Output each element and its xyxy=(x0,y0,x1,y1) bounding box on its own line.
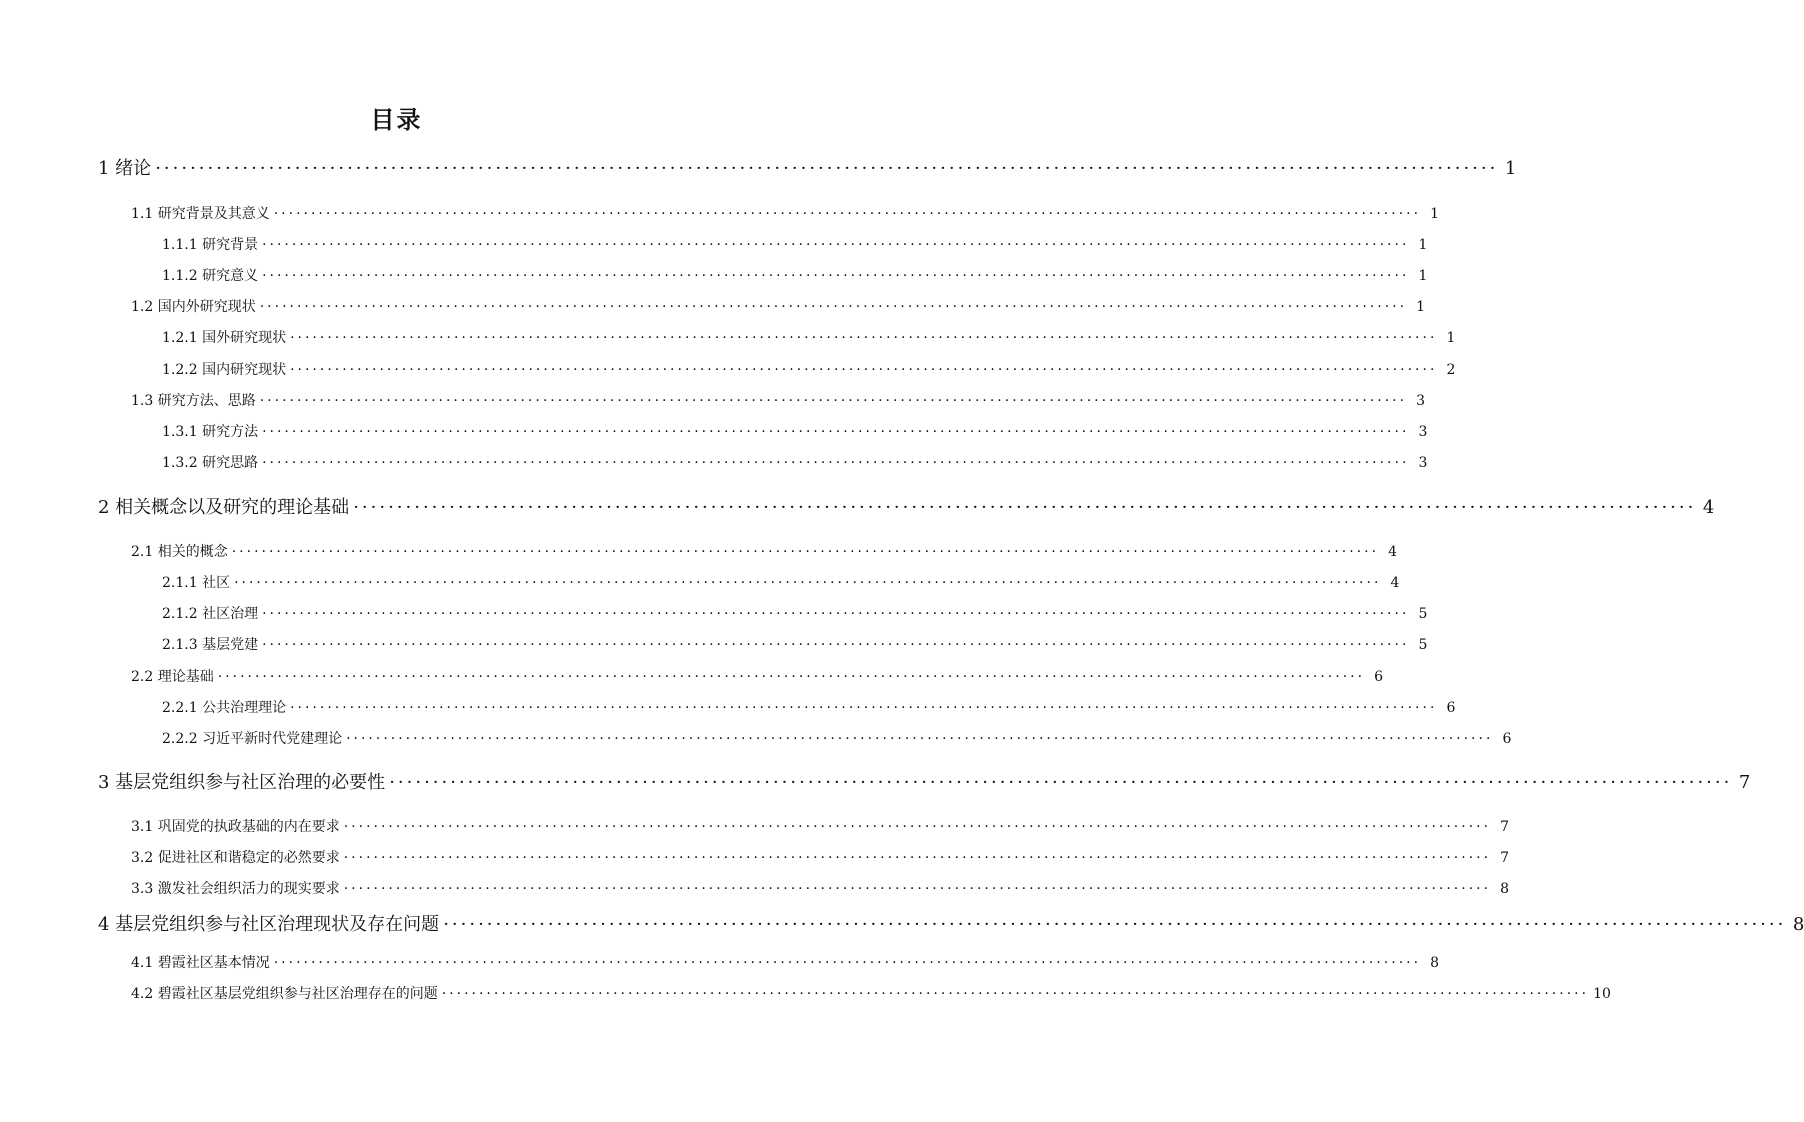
toc-entry-subsection-2-1-3[interactable] xyxy=(162,635,1428,655)
toc-entry-page: 4 xyxy=(1388,544,1398,560)
toc-entry-label: 1.1.1 研究背景 xyxy=(162,237,259,253)
toc-entry-subsection-2-2-2[interactable] xyxy=(162,729,1512,749)
dot-leader: ·························································································································································· xyxy=(441,986,1590,1002)
toc-entry-label: 1.2.2 国内研究现状 xyxy=(162,362,287,378)
toc-entry-section-2-2[interactable] xyxy=(131,667,1384,687)
toc-entry-page: 3 xyxy=(1418,424,1428,440)
toc-entry-page: 3 xyxy=(1416,393,1426,409)
toc-entry-subsection-1-2-2[interactable] xyxy=(162,360,1456,380)
toc-entry-label: 1.3.1 研究方法 xyxy=(162,424,259,440)
toc-entry-page: 1 xyxy=(1416,299,1426,315)
dot-leader: ·························································································································································· xyxy=(346,731,1494,747)
toc-entry-page: 2 xyxy=(1446,362,1456,378)
dot-leader: ·························································································································································· xyxy=(234,575,1382,591)
toc-entry-subsection-1-1-1[interactable] xyxy=(162,235,1428,255)
dot-leader: ·························································································································································· xyxy=(155,158,1499,179)
toc-entry-page: 1 xyxy=(1504,158,1517,179)
toc-entry-page: 7 xyxy=(1738,772,1751,793)
toc-entry-label: 3.1 巩固党的执政基础的内在要求 xyxy=(131,819,340,835)
toc-entry-chapter-4[interactable] xyxy=(98,913,1804,937)
toc-entry-section-1-3[interactable] xyxy=(131,391,1426,411)
dot-leader: ·························································································································································· xyxy=(290,362,1438,378)
toc-entry-page: 3 xyxy=(1418,455,1428,471)
toc-entry-label: 2.1 相关的概念 xyxy=(131,544,228,560)
dot-leader: ·························································································································································· xyxy=(262,455,1410,471)
toc-entry-page: 4 xyxy=(1390,575,1400,591)
toc-entry-label: 2.1.1 社区 xyxy=(162,575,231,591)
dot-leader: ·························································································································································· xyxy=(217,669,1366,685)
toc-entry-page: 10 xyxy=(1593,986,1611,1002)
dot-leader: ·························································································································································· xyxy=(262,237,1410,253)
toc-entry-label: 3.3 激发社会组织活力的现实要求 xyxy=(131,881,340,897)
dot-leader: ·························································································································································· xyxy=(290,330,1438,346)
toc-entry-page: 5 xyxy=(1418,637,1428,653)
toc-entry-page: 6 xyxy=(1502,731,1512,747)
toc-entry-section-3-2[interactable] xyxy=(131,848,1510,868)
toc-entry-section-4-1[interactable] xyxy=(131,953,1440,973)
toc-entry-section-3-1[interactable] xyxy=(131,817,1510,837)
toc-entry-chapter-2[interactable] xyxy=(98,496,1715,520)
toc-entry-label: 2.2.2 习近平新时代党建理论 xyxy=(162,731,343,747)
toc-entry-label: 2.1.3 基层党建 xyxy=(162,637,259,653)
toc-entry-subsection-1-3-1[interactable] xyxy=(162,422,1428,442)
dot-leader: ·························································································································································· xyxy=(353,497,1697,518)
dot-leader: ·························································································································································· xyxy=(259,393,1408,409)
dot-leader: ·························································································································································· xyxy=(343,819,1492,835)
toc-entry-label: 3.2 促进社区和谐稳定的必然要求 xyxy=(131,850,340,866)
toc-entry-page: 7 xyxy=(1500,850,1510,866)
toc-entry-page: 7 xyxy=(1500,819,1510,835)
toc-entry-section-4-2[interactable] xyxy=(131,984,1611,1004)
toc-entry-label: 2.2.1 公共治理理论 xyxy=(162,700,287,716)
dot-leader: ·························································································································································· xyxy=(389,772,1733,793)
toc-entry-chapter-3[interactable] xyxy=(98,771,1751,795)
toc-entry-section-2-1[interactable] xyxy=(131,542,1398,562)
dot-leader: ·························································································································································· xyxy=(343,850,1492,866)
dot-leader: ·························································································································································· xyxy=(290,700,1438,716)
toc-entry-label: 2 相关概念以及研究的理论基础 xyxy=(98,497,350,518)
toc-entry-label: 1.2 国内外研究现状 xyxy=(131,299,256,315)
toc-entry-subsection-1-2-1[interactable] xyxy=(162,328,1456,348)
toc-entry-label: 1.1 研究背景及其意义 xyxy=(131,206,270,222)
toc-entry-chapter-1[interactable] xyxy=(98,157,1517,181)
toc-entry-page: 1 xyxy=(1418,237,1428,253)
dot-leader: ·························································································································································· xyxy=(343,881,1492,897)
dot-leader: ·························································································································································· xyxy=(231,544,1380,560)
toc-entry-label: 2.1.2 社区治理 xyxy=(162,606,259,622)
dot-leader: ·························································································································································· xyxy=(262,606,1410,622)
toc-entry-label: 1.3.2 研究思路 xyxy=(162,455,259,471)
toc-entry-subsection-1-1-2[interactable] xyxy=(162,266,1428,286)
dot-leader: ·························································································································································· xyxy=(259,299,1408,315)
dot-leader: ·························································································································································· xyxy=(273,955,1422,971)
toc-entry-label: 4.2 碧霞社区基层党组织参与社区治理存在的问题 xyxy=(131,986,438,1002)
toc-entry-page: 1 xyxy=(1430,206,1440,222)
toc-title: 目录 xyxy=(370,106,423,134)
toc-entry-section-1-2[interactable] xyxy=(131,297,1426,317)
toc-entry-page: 8 xyxy=(1500,881,1510,897)
toc-entry-page: 4 xyxy=(1702,497,1715,518)
toc-entry-subsection-2-1-1[interactable] xyxy=(162,573,1400,593)
toc-entry-page: 6 xyxy=(1374,669,1384,685)
toc-entry-page: 6 xyxy=(1446,700,1456,716)
toc-entry-section-1-1[interactable] xyxy=(131,204,1440,224)
dot-leader: ·························································································································································· xyxy=(262,424,1410,440)
toc-entry-section-3-3[interactable] xyxy=(131,879,1510,899)
toc-entry-label: 1.3 研究方法、思路 xyxy=(131,393,256,409)
toc-entry-label: 3 基层党组织参与社区治理的必要性 xyxy=(98,772,386,793)
toc-entry-page: 5 xyxy=(1418,606,1428,622)
dot-leader: ·························································································································································· xyxy=(273,206,1422,222)
toc-entry-label: 1 绪论 xyxy=(98,158,152,179)
toc-entry-subsection-1-3-2[interactable] xyxy=(162,453,1428,473)
toc-entry-label: 1.2.1 国外研究现状 xyxy=(162,330,287,346)
toc-entry-page: 8 xyxy=(1792,914,1804,935)
dot-leader: ·························································································································································· xyxy=(262,268,1410,284)
toc-entry-page: 8 xyxy=(1430,955,1440,971)
toc-entry-label: 4 基层党组织参与社区治理现状及存在问题 xyxy=(98,914,440,935)
toc-entry-page: 1 xyxy=(1446,330,1456,346)
toc-entry-label: 4.1 碧霞社区基本情况 xyxy=(131,955,270,971)
toc-entry-label: 2.2 理论基础 xyxy=(131,669,214,685)
toc-entry-subsection-2-1-2[interactable] xyxy=(162,604,1428,624)
dot-leader: ·························································································································································· xyxy=(262,637,1410,653)
toc-entry-page: 1 xyxy=(1418,268,1428,284)
toc-entry-subsection-2-2-1[interactable] xyxy=(162,698,1456,718)
dot-leader: ·························································································································································· xyxy=(443,914,1787,935)
toc-entry-label: 1.1.2 研究意义 xyxy=(162,268,259,284)
